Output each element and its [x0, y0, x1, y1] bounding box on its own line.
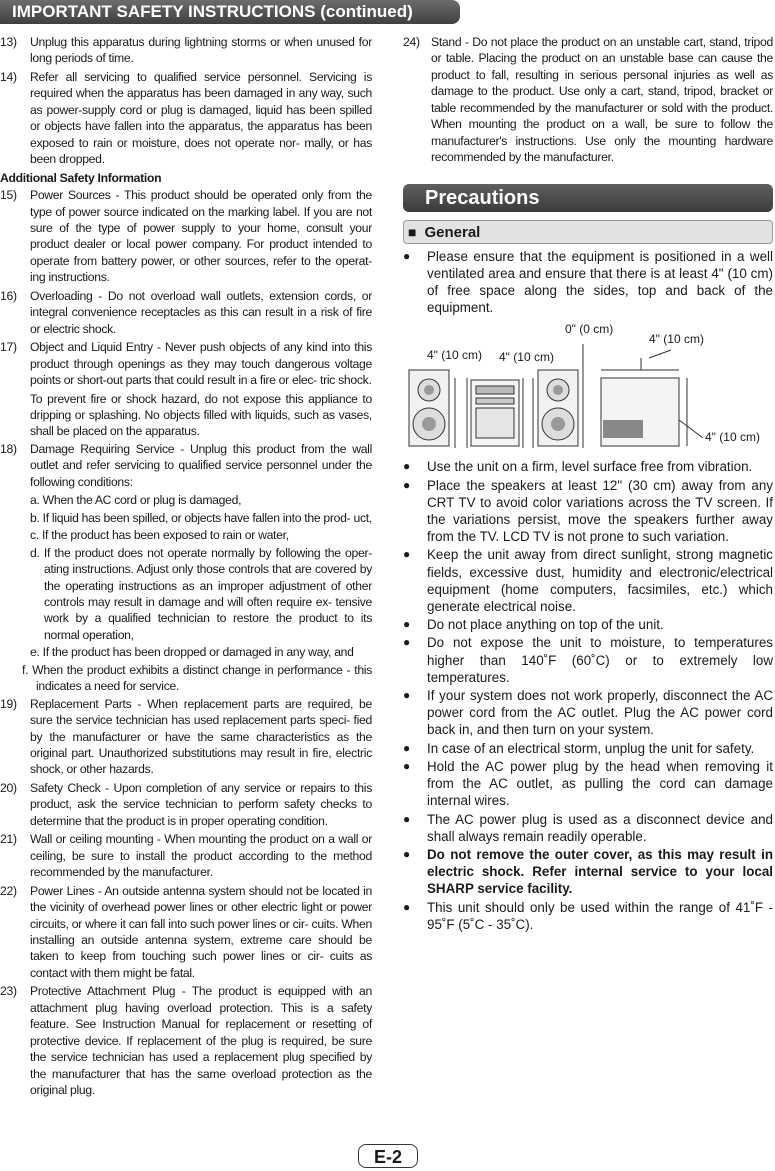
- item-18-sub-b: b. If liquid has been spilled, or objects have fallen into the prod- uct,: [30, 510, 372, 525]
- list-item: [403, 811, 773, 845]
- bullet-text: Do not place anything on top of the unit.: [427, 617, 664, 633]
- item-text: Protective Attachment Plug - The product is equipped with an attachment plug having overload protection. This is a safety feature. See Instruction Manual for replacement or resetting of protective device. If replacement of the plug is required, be sure the service technician has used a replacement plug specified by the manufacturer that has the same overload protection as the original plug.: [30, 984, 372, 1098]
- item-18-sub-e: e. If the product has been dropped or damaged in any way, and: [30, 645, 354, 660]
- list-item: [403, 758, 773, 810]
- bullet-icon: ●: [403, 758, 411, 773]
- bullet-text: Please ensure that the equipment is positioned in a well ventilated area and ensure that there is at least 4" (10 cm) of free space along the sides, top and back of the equipment.: [427, 248, 773, 316]
- bullet-icon: ●: [403, 617, 411, 632]
- bullet-text: If your system does not work properly, disconnect the AC power cord from the AC outlet. Plug the AC power cord back in, and then turn on your system.: [427, 688, 773, 738]
- list-item: [403, 899, 773, 933]
- item-text: Stand - Do not place the product on an unstable cart, stand, tripod or table. Placing the product on an unstable base can cause the product to fall, resulting in serious personal injuries as well as damage to the product. Use only a cart, stand, tripod, bracket or table recommended by the manufacturer or sold with the product. When mounting the product on a wall, be sure to follow the manufacturer's instructions. Use only the mounting hardware recommended by the manufacturer.: [431, 35, 773, 165]
- item-number: 22): [0, 883, 17, 898]
- item-13: [0, 34, 372, 67]
- page-number: E-2: [358, 1144, 418, 1168]
- list-item: [403, 616, 773, 633]
- item-number: 21): [0, 832, 17, 847]
- bullet-text: Do not remove the outer cover, as this may result in electric shock. Refer internal service to your local SHARP service facility.: [427, 846, 773, 897]
- bullet-text: In case of an electrical storm, unplug the unit for safety.: [427, 740, 755, 756]
- item-text: Power Sources - This product should be operated only from the type of power source indicated on the marking label. If you are not sure of the type of power supply to your home, consult your product dealer or local power company. For product intended to operate from battery power, or other sources, refer to the operat- ing instructions.: [30, 188, 372, 285]
- bullet-icon: ●: [403, 899, 411, 914]
- list-item: [403, 687, 773, 739]
- item-19: [0, 696, 372, 778]
- item-number: 14): [0, 69, 17, 84]
- bullet-text: Keep the unit away from direct sunlight, strong magnetic fields, excessive dust, humidity and electronic/electrical equipment (home computers, facsimiles, etc.) which generate electrical noise.: [427, 547, 773, 615]
- bullet-icon: ●: [403, 688, 411, 703]
- clearance-label-zero: 0" (0 cm): [565, 322, 614, 337]
- item-24: [403, 34, 773, 166]
- right-speaker-icon: [538, 370, 578, 446]
- item-18-sub-a: a. When the AC cord or plug is damaged,: [30, 493, 242, 508]
- bullet-icon: ●: [403, 635, 411, 650]
- square-bullet-icon: ■: [408, 223, 417, 240]
- item-14: [0, 69, 372, 168]
- item-18-sub-c: c. If the product has been exposed to rain or water,: [30, 528, 289, 543]
- item-number: 15): [0, 188, 17, 203]
- item-number: 19): [0, 696, 17, 711]
- precautions-banner: Precautions: [403, 184, 773, 212]
- item-number: 17): [0, 340, 17, 355]
- section-title-banner: IMPORTANT SAFETY INSTRUCTIONS (continued): [0, 0, 460, 24]
- item-text: Object and Liquid Entry - Never push objects of any kind into this product through openings as they may touch dangerous voltage points or short-out parts that could result in a fire or elec- tric shock.: [30, 340, 372, 388]
- item-21: [0, 831, 372, 880]
- item-16: [0, 288, 372, 337]
- item-text: Damage Requiring Service - Unplug this product from the wall outlet and refer servicing to qualified service personnel under the following conditions:: [30, 441, 372, 489]
- item-text: Replacement Parts - When replacement parts are required, be sure the service technician has used replacement parts speci- fied by the manufacturer or have the same characteristics as the original part. Unauthorized substitutions may result in fire, electric shock, or other hazards.: [30, 696, 372, 777]
- bullet-icon: ●: [403, 740, 411, 755]
- list-item: [403, 248, 773, 317]
- item-18-sub-d: d. If the product does not operate normally by following the oper- ating instructions. Adjust only those controls that are covered by the operating instructions as an improper adjustment of other controls may result in damage and will often require ex- tensive work by a qualified technician to restore the product to its normal operation,: [30, 545, 372, 642]
- bullet-icon: ●: [403, 547, 411, 562]
- item-text: Wall or ceiling mounting - When mounting the product on a wall or ceiling, be sure to install the product according to the method recommended by the manufacturer.: [30, 832, 372, 880]
- ventilation-diagram: [403, 318, 773, 454]
- list-item: [403, 634, 773, 686]
- bullet-icon: ●: [403, 846, 411, 861]
- additional-safety-heading: Additional Safety Information: [0, 170, 162, 185]
- item-18: [0, 441, 372, 490]
- item-22: [0, 883, 372, 982]
- clearance-label-left: 4" (10 cm): [427, 348, 482, 363]
- bullet-icon: ●: [403, 248, 411, 263]
- list-item: [403, 458, 773, 475]
- list-item: [403, 477, 773, 546]
- precautions-list-continued: [403, 458, 773, 932]
- item-23: [0, 983, 372, 1098]
- clearance-label-top: 4" (10 cm): [649, 332, 704, 347]
- item-text: Refer all servicing to qualified service personnel. Servicing is required when the apparatus has been damaged in any way, such as power-supply cord or plug is damaged, liquid has been spilled or objects have fallen into the apparatus, the apparatus has been exposed to rain or moisture, does not operate nor- mally, or has been dropped.: [30, 69, 372, 167]
- bullet-text: Use the unit on a firm, level surface free from vibration.: [427, 459, 753, 475]
- bullet-icon: ●: [403, 811, 411, 826]
- item-number: 20): [0, 780, 17, 795]
- item-number: 24): [403, 35, 420, 49]
- unit-side-view-icon: [601, 350, 679, 446]
- item-20: [0, 780, 372, 829]
- left-speaker-icon: [409, 370, 449, 446]
- item-17-para: To prevent fire or shock hazard, do not expose this appliance to dripping or splashing. No objects filled with liquids, such as vases, shall be placed on the apparatus.: [30, 391, 372, 439]
- precautions-list: [403, 248, 773, 317]
- bullet-text: Hold the AC power plug by the head when removing it from the AC outlet, as pulling the cord can damage internal wires.: [427, 758, 773, 809]
- clearance-label-back: 4" (10 cm): [705, 430, 760, 445]
- bullet-text: Do not expose the unit to moisture, to temperatures higher than 140˚F (60˚C) or to extremely low temperatures.: [427, 635, 773, 685]
- item-text: Overloading - Do not overload wall outlets, extension cords, or integral convenience receptacles as this can result in a risk of fire or electric shock.: [30, 288, 372, 336]
- item-18-sub-f: f. When the product exhibits a distinct change in performance - this indicates a need for service.: [22, 662, 372, 694]
- bullet-text: This unit should only be used within the range of 41˚F - 95˚F (5˚C - 35˚C).: [427, 899, 773, 932]
- right-column: [403, 34, 773, 934]
- item-number: 23): [0, 984, 17, 999]
- bullet-icon: ●: [403, 459, 411, 474]
- item-number: 18): [0, 441, 17, 456]
- item-17: [0, 339, 372, 388]
- list-item-warning: [403, 846, 773, 898]
- list-item: [403, 546, 773, 615]
- bullet-text: Place the speakers at least 12" (30 cm) away from any CRT TV to avoid color variations across the TV screen. If the variations persist, move the speakers further away from the TV. LCD TV is not prone to such variation.: [427, 477, 773, 545]
- item-text: Unplug this apparatus during lightning storms or when unused for long periods of time.: [30, 35, 372, 66]
- list-item: [403, 740, 773, 757]
- item-text: Power Lines - An outside antenna system should not be located in the vicinity of overhead power lines or other electric light or power circuits, or where it can fall into such power lines or cir- cuits. When installing an outside antenna system, extreme care should be taken to keep from touching such power lines or cir- cuits as contact with them might be fatal.: [30, 883, 372, 980]
- item-number: 13): [0, 35, 17, 49]
- item-number: 16): [0, 288, 17, 303]
- clearance-label-mid: 4" (10 cm): [499, 350, 554, 365]
- bullet-text: The AC power plug is used as a disconnect device and shall always remain readily operable.: [427, 811, 773, 844]
- general-label: General: [424, 223, 481, 241]
- main-unit-icon: [471, 380, 519, 446]
- bullet-icon: ●: [403, 477, 411, 492]
- left-column: [0, 34, 372, 1101]
- general-banner: [403, 220, 773, 244]
- item-text: Safety Check - Upon completion of any service or repairs to this product, ask the service technician to perform safety checks to determine that the product is in proper operating condition.: [30, 780, 372, 828]
- item-15: [0, 187, 372, 286]
